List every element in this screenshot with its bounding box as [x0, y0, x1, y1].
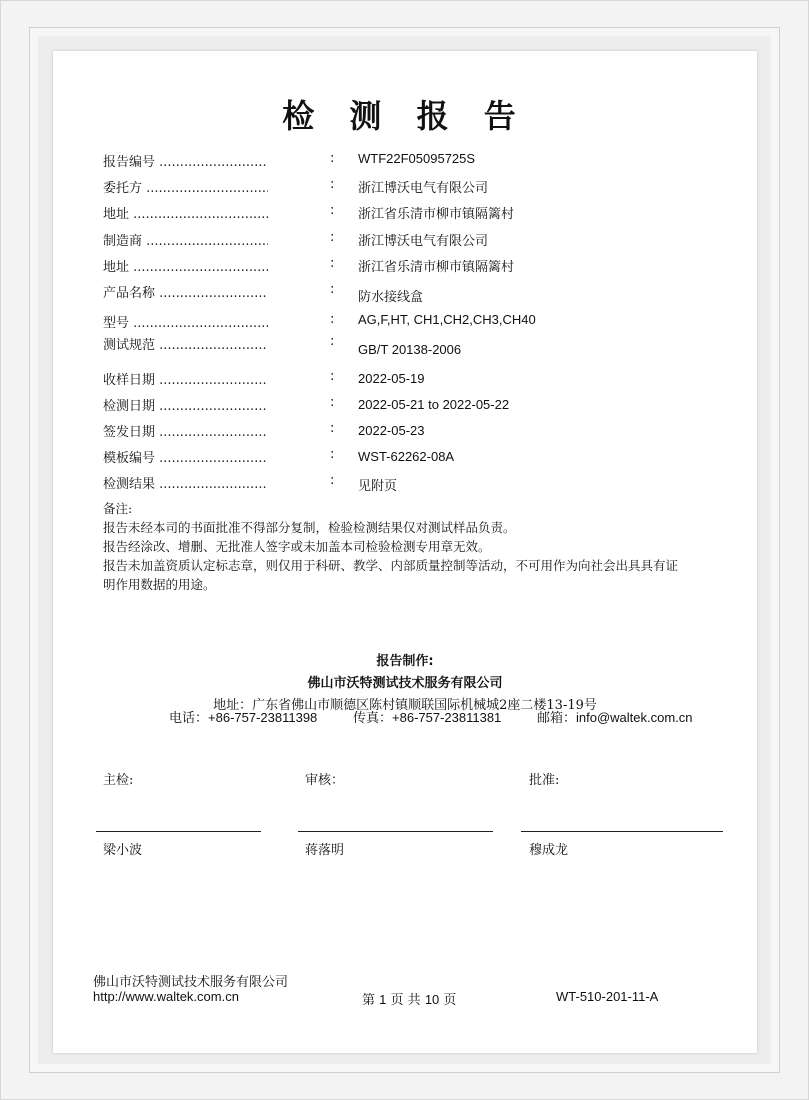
sig-name-inspector: 梁小波	[103, 843, 143, 858]
field-value: WTF22F05095725S	[358, 151, 476, 166]
note-line: 明作用数据的用途。	[103, 577, 216, 592]
field-label: 产品名称 .....	[103, 282, 268, 301]
field-label: 地址 .....	[103, 256, 268, 275]
note-line: 报告未加盖资质认定标志章，则仅用于科研、教学、内部质量控制等活动，不可用作为向社会出具具有证	[103, 558, 679, 573]
field-value: 见附页	[358, 479, 398, 494]
field-colon: :	[330, 203, 335, 218]
field-colon: :	[330, 421, 335, 436]
page-total: 10	[424, 992, 440, 1007]
page-current: 1	[379, 992, 387, 1007]
field-label: 地址 .....	[103, 203, 268, 222]
field-colon: :	[330, 256, 335, 271]
field-value: 2022-05-23	[358, 423, 425, 438]
field-value: 防水接线盒	[358, 290, 424, 305]
fax-value: +86-757-23811381	[392, 710, 502, 725]
page-middle: 页 共	[390, 993, 421, 1008]
field-colon: :	[330, 369, 335, 384]
field-value: WST-62262-08A	[358, 449, 455, 464]
maker-title: 报告制作:	[376, 654, 434, 669]
page-prefix: 第	[362, 993, 376, 1008]
field-value: 浙江省乐清市柳市镇隔篱村	[358, 260, 515, 275]
sig-role-reviewer: 审核：	[305, 773, 345, 788]
field-label: 检测日期 .....	[103, 395, 268, 414]
field-value: 2022-05-21 to 2022-05-22	[358, 397, 510, 412]
field-value: GB/T 20138-2006	[358, 342, 462, 357]
maker-company: 佛山市沃特测试技术服务有限公司	[307, 676, 503, 691]
field-label: 型号 .....	[103, 312, 268, 331]
field-label: 报告编号 .....	[103, 151, 268, 170]
field-colon: :	[330, 473, 335, 488]
field-label: 模板编号 .....	[103, 447, 268, 466]
page-suffix: 页	[443, 993, 457, 1008]
field-label: 收样日期 .....	[103, 369, 268, 388]
contact-fax	[353, 707, 501, 726]
contact-tel	[169, 707, 317, 726]
field-value: 浙江博沃电气有限公司	[358, 181, 489, 196]
field-label: 测试规范 .....	[103, 334, 268, 353]
signature-line	[96, 831, 261, 832]
field-colon: :	[330, 312, 335, 327]
sig-name-approver: 穆成龙	[529, 843, 569, 858]
sig-role-inspector: 主检:	[103, 773, 134, 788]
maker-address: 地址：广东省佛山市顺德区陈村镇顺联国际机械城2座二楼13-19号	[213, 698, 597, 713]
footer-page-number	[362, 989, 456, 1008]
sig-role-approver: 批准:	[529, 773, 560, 788]
field-value: 浙江省乐清市柳市镇隔篱村	[358, 207, 515, 222]
tel-label: 电话：	[169, 711, 209, 726]
field-colon: :	[330, 395, 335, 410]
field-colon: :	[330, 151, 335, 166]
note-line: 报告经涂改、增删、无批准人签字或未加盖本司检验检测专用章无效。	[103, 539, 491, 554]
field-colon: :	[330, 282, 335, 297]
notes-section	[103, 499, 723, 594]
field-label: 检测结果 .....	[103, 473, 268, 492]
signature-line	[521, 831, 723, 832]
field-colon: :	[330, 177, 335, 192]
email-label: 邮箱：	[537, 711, 577, 726]
field-label: 签发日期 .....	[103, 421, 268, 440]
footer-url[interactable]: http://www.waltek.com.cn	[93, 989, 239, 1004]
contact-email	[537, 707, 693, 726]
field-value: 2022-05-19	[358, 371, 425, 386]
field-colon: :	[330, 334, 335, 349]
field-value: AG,F,HT, CH1,CH2,CH3,CH40	[358, 312, 536, 327]
tel-value: +86-757-23811398	[208, 710, 318, 725]
sig-name-reviewer: 蒋落明	[305, 843, 345, 858]
field-colon: :	[330, 230, 335, 245]
note-line: 报告未经本司的书面批准不得部分复制，检验检测结果仅对测试样品负责。	[103, 520, 516, 535]
report-page	[53, 51, 757, 1053]
field-colon: :	[330, 447, 335, 462]
field-value: 浙江博沃电气有限公司	[358, 234, 489, 249]
signature-line	[298, 831, 493, 832]
field-label: 制造商 .....	[103, 230, 268, 249]
notes-title: 备注:	[103, 501, 133, 516]
footer-doc-code: WT-510-201-11-A	[556, 989, 659, 1004]
report-title: 检 测 报 告	[282, 97, 528, 135]
email-value: info@waltek.com.cn	[576, 710, 693, 725]
fax-label: 传真：	[353, 711, 393, 726]
footer-company: 佛山市沃特测试技术服务有限公司	[93, 975, 289, 990]
field-label: 委托方 .....	[103, 177, 268, 196]
